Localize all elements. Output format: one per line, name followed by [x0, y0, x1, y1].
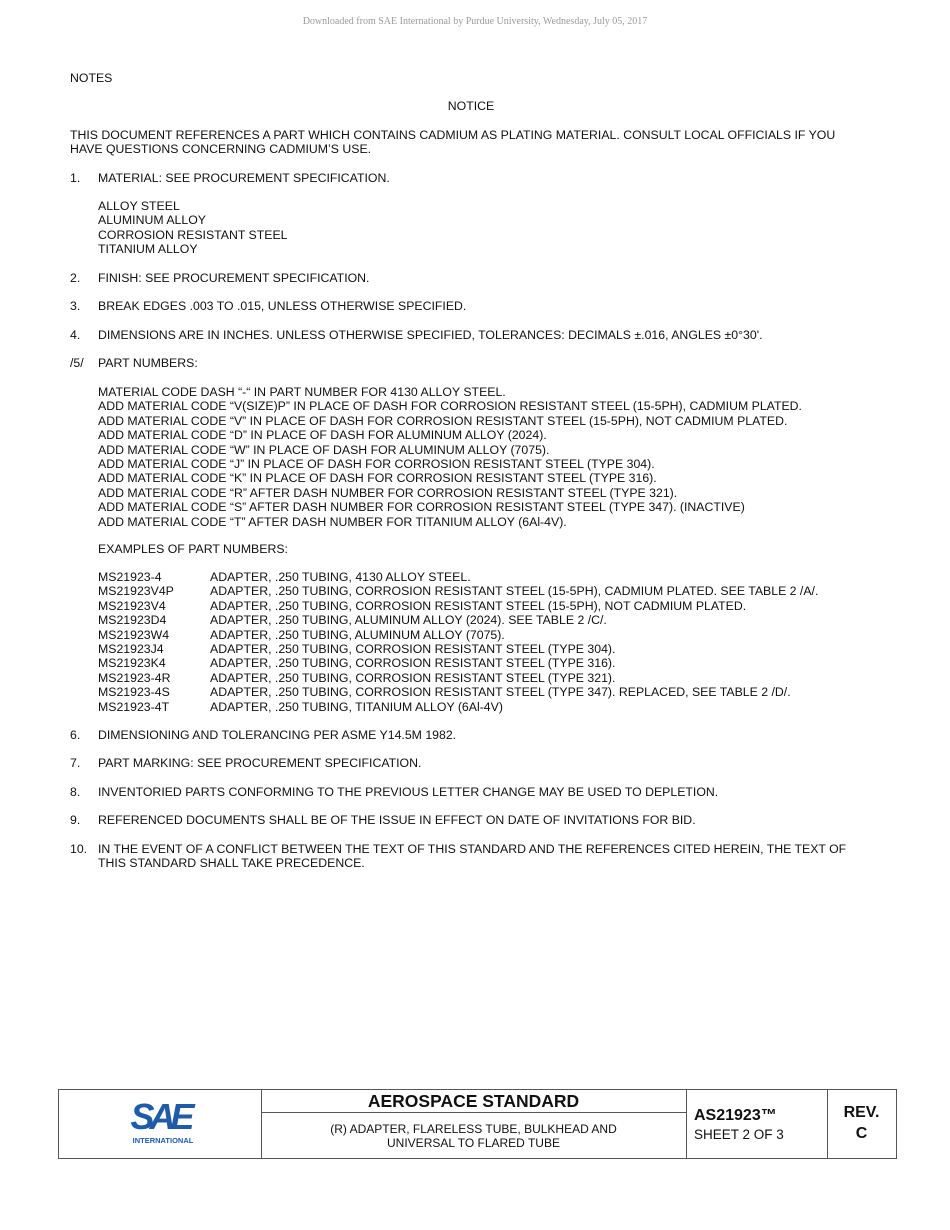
title-line-2: UNIVERSAL TO FLARED TUBE	[387, 1136, 560, 1150]
sae-logo	[59, 1090, 261, 1158]
part-description: ADAPTER, .250 TUBING, TITANIUM ALLOY (6Al-4V)	[210, 699, 503, 714]
part-description: ADAPTER, .250 TUBING, CORROSION RESISTANT STEEL (TYPE 316).	[210, 656, 616, 671]
note-text: INVENTORIED PARTS CONFORMING TO THE PREVIOUS LETTER CHANGE MAY BE USED TO DEPLETION.	[98, 785, 719, 799]
material-code-line: MATERIAL CODE DASH “-“ IN PART NUMBER FOR 4130 ALLOY STEEL.	[98, 385, 506, 399]
material-code-line: ADD MATERIAL CODE “V(SIZE)P” IN PLACE OF DASH FOR CORROSION RESISTANT STEEL (15-5PH), CADMIUM PLATED.	[98, 399, 802, 414]
document-cell	[686, 1090, 828, 1158]
example-row	[98, 613, 818, 627]
notes-title: NOTES	[70, 71, 113, 85]
title-line-1: (R) ADAPTER, FLARELESS TUBE, BULKHEAD AND	[330, 1122, 617, 1136]
revision-value: C	[855, 1125, 868, 1142]
part-description: ADAPTER, .250 TUBING, CORROSION RESISTANT STEEL (15-5PH), CADMIUM PLATED. SEE TABLE 2 /A/.	[210, 584, 819, 599]
part-description: ADAPTER, .250 TUBING, CORROSION RESISTANT STEEL (TYPE 347). REPLACED, SEE TABLE 2 /D/.	[210, 685, 791, 700]
material-code-line: ADD MATERIAL CODE “T” AFTER DASH NUMBER FOR TITANIUM ALLOY (6Al-4V).	[98, 514, 567, 529]
part-number: MS21923J4	[98, 641, 164, 656]
part-description: ADAPTER, .250 TUBING, CORROSION RESISTANT STEEL (TYPE 304).	[210, 641, 616, 656]
example-row	[98, 685, 818, 699]
part-description: ADAPTER, .250 TUBING, 4130 ALLOY STEEL.	[210, 570, 471, 584]
part-number: MS21923V4	[98, 598, 166, 613]
note-number: 3.	[70, 299, 81, 313]
materials-list	[98, 199, 288, 257]
title-cell	[261, 1090, 687, 1158]
note-text: IN THE EVENT OF A CONFLICT BETWEEN THE TEXT OF THIS STANDARD AND THE REFERENCES CITED HEREIN, THE TEXT OF THIS STANDARD SHALL TAKE PRECEDENCE.	[98, 842, 847, 871]
material-item: ALUMINUM ALLOY	[98, 213, 206, 228]
material-code-line: ADD MATERIAL CODE “D” IN PLACE OF DASH FOR ALUMINUM ALLOY (2024).	[98, 428, 547, 443]
document-number: AS21923™	[694, 1107, 777, 1124]
part-description: ADAPTER, .250 TUBING, ALUMINUM ALLOY (2024). SEE TABLE 2 /C/.	[210, 613, 607, 628]
part-number: MS21923W4	[98, 627, 170, 642]
example-row	[98, 671, 818, 685]
note-text: REFERENCED DOCUMENTS SHALL BE OF THE ISSUE IN EFFECT ON DATE OF INVITATIONS FOR BID.	[98, 813, 696, 827]
part-number: MS21923-4S	[98, 685, 170, 700]
part-number: MS21923K4	[98, 656, 166, 671]
download-watermark: Downloaded from SAE International by Purdue University, Wednesday, July 05, 2017	[302, 16, 648, 27]
note-text: FINISH: SEE PROCUREMENT SPECIFICATION.	[98, 271, 370, 285]
note-number: 7.	[70, 756, 81, 770]
note-number: 6.	[70, 728, 81, 742]
logo-cell	[59, 1090, 262, 1158]
part-number: MS21923V4P	[98, 584, 174, 599]
note-text: MATERIAL: SEE PROCUREMENT SPECIFICATION.	[98, 171, 390, 185]
material-code-line: ADD MATERIAL CODE “J” IN PLACE OF DASH FOR CORROSION RESISTANT STEEL (TYPE 304).	[98, 456, 655, 471]
note-number: 9.	[70, 813, 81, 827]
logo-subtext: INTERNATIONAL	[132, 1136, 194, 1145]
examples-title: EXAMPLES OF PART NUMBERS:	[98, 542, 288, 556]
material-code-line: ADD MATERIAL CODE “S” AFTER DASH NUMBER FOR CORROSION RESISTANT STEEL (TYPE 347). (INACTIVE)	[98, 500, 745, 515]
note-number: 4.	[70, 328, 81, 342]
part-number: MS21923-4	[98, 570, 162, 584]
material-codes-list	[98, 385, 802, 529]
note-number: 8.	[70, 785, 81, 799]
note-text: PART MARKING: SEE PROCUREMENT SPECIFICATION.	[98, 756, 422, 770]
logo-text: SAE	[130, 1096, 190, 1137]
part-number: MS21923D4	[98, 613, 167, 628]
material-code-line: ADD MATERIAL CODE “K” IN PLACE OF DASH FOR CORROSION RESISTANT STEEL (TYPE 316).	[98, 471, 657, 486]
material-item: ALLOY STEEL	[98, 199, 180, 213]
part-number: MS21923-4R	[98, 670, 171, 685]
part-description: ADAPTER, .250 TUBING, CORROSION RESISTANT STEEL (TYPE 321).	[210, 670, 616, 685]
revision-label: REV.	[843, 1104, 880, 1121]
example-row	[98, 700, 818, 714]
example-row	[98, 599, 818, 613]
examples-table	[98, 570, 818, 714]
example-row	[98, 584, 818, 598]
title-block	[58, 1089, 897, 1159]
note-text: BREAK EDGES .003 TO .015, UNLESS OTHERWISE SPECIFIED.	[98, 299, 467, 313]
standard-title	[261, 1113, 686, 1150]
note-number: 10.	[70, 842, 88, 856]
cadmium-notice: THIS DOCUMENT REFERENCES A PART WHICH CONTAINS CADMIUM AS PLATING MATERIAL. CONSULT LOCAL OFFICIALS IF YOU HAVE QUESTIONS CONCERNING CADMIUM’S USE.	[70, 128, 836, 157]
part-number: MS21923-4T	[98, 699, 170, 714]
material-code-line: ADD MATERIAL CODE “W” IN PLACE OF DASH FOR ALUMINUM ALLOY (7075).	[98, 442, 550, 457]
example-row	[98, 656, 818, 670]
note-text: PART NUMBERS:	[98, 356, 198, 370]
note-text: DIMENSIONING AND TOLERANCING PER ASME Y14.5M 1982.	[98, 728, 457, 742]
note-number: /5/	[70, 356, 84, 370]
notice-title: NOTICE	[447, 99, 495, 113]
material-code-line: ADD MATERIAL CODE “R” AFTER DASH NUMBER FOR CORROSION RESISTANT STEEL (TYPE 321).	[98, 485, 678, 500]
note-number: 2.	[70, 271, 81, 285]
sheet-number: SHEET 2 OF 3	[694, 1127, 784, 1142]
example-row	[98, 570, 818, 584]
material-item: TITANIUM ALLOY	[98, 242, 198, 257]
revision-cell	[827, 1090, 896, 1158]
material-item: CORROSION RESISTANT STEEL	[98, 227, 288, 242]
example-row	[98, 628, 818, 642]
example-row	[98, 642, 818, 656]
standard-heading: AEROSPACE STANDARD	[261, 1090, 686, 1113]
note-number: 1.	[70, 171, 81, 185]
material-code-line: ADD MATERIAL CODE “V” IN PLACE OF DASH FOR CORROSION RESISTANT STEEL (15-5PH), NOT CADMIUM PLATED.	[98, 413, 788, 428]
note-text: DIMENSIONS ARE IN INCHES. UNLESS OTHERWISE SPECIFIED, TOLERANCES: DECIMALS ±.016, ANGLES ±0°30'.	[98, 328, 763, 342]
part-description: ADAPTER, .250 TUBING, ALUMINUM ALLOY (7075).	[210, 627, 505, 642]
part-description: ADAPTER, .250 TUBING, CORROSION RESISTANT STEEL (15-5PH), NOT CADMIUM PLATED.	[210, 598, 747, 613]
